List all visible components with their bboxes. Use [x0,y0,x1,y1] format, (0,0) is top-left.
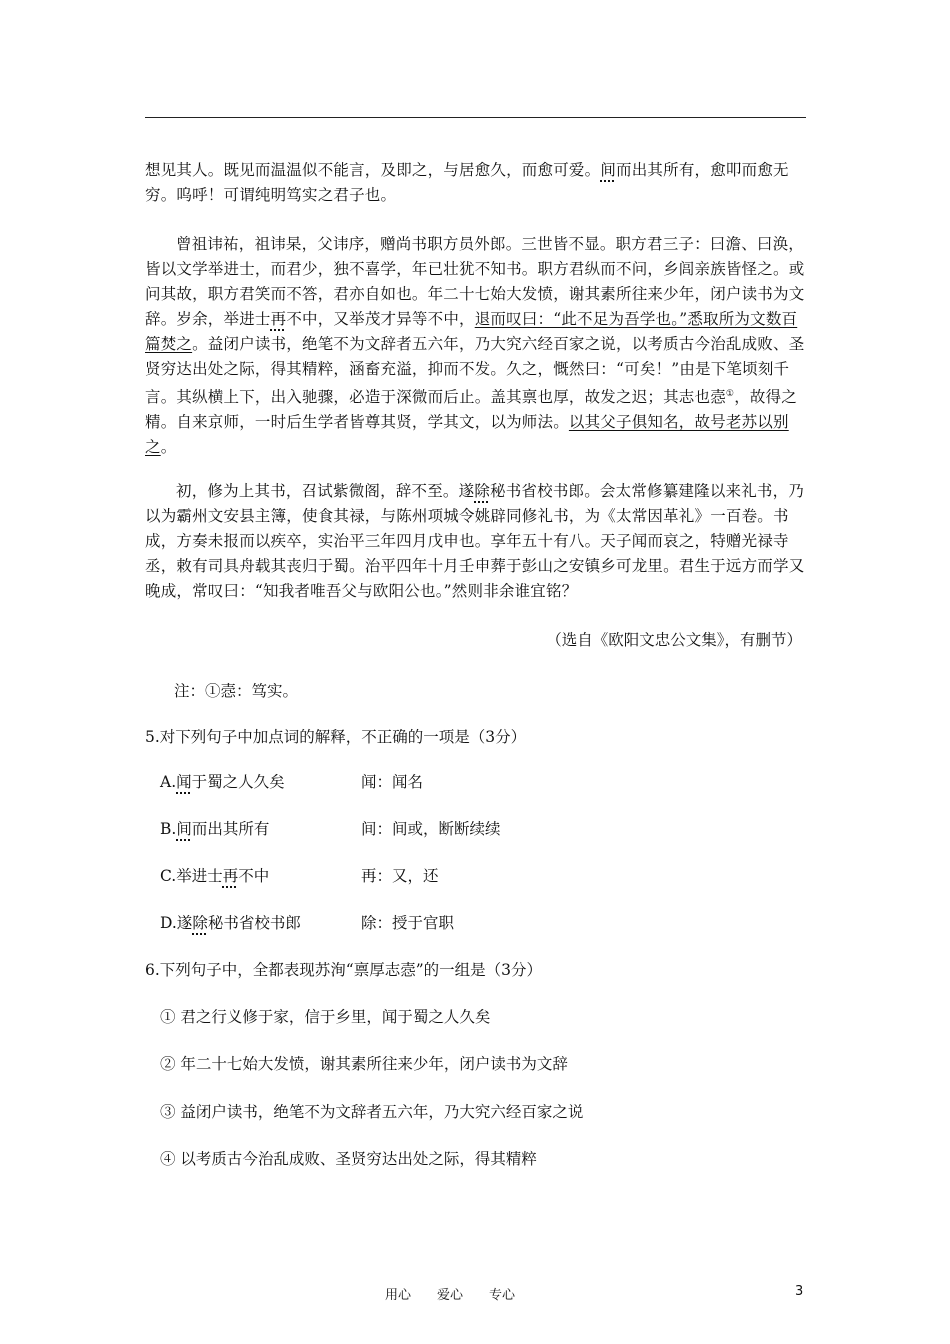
page-number: 3 [795,1284,804,1299]
passage-text: 想见其人。既见而温温似不能言，及即之，与居愈久，而愈可爱。 [145,161,601,179]
underlined-sentence: 以其父子俱知名，故号老苏以别之 [145,413,789,457]
q5-option-a-gloss: 闻：闻名 [361,773,424,791]
footnote-marker: ① [725,389,735,399]
q6-item-4: ④ 以考质古今治乱成败、圣贤穷达出处之际，得其精粹 [160,1150,537,1168]
passage-text: 不中，又举茂才异等不中， [286,310,475,328]
q5-option-a: A.闻于蜀之人久矣 [160,773,285,791]
q5-option-d-gloss: 除：授于官职 [361,914,455,932]
dotted-word: 再 [270,310,287,328]
page-footer [385,1284,541,1303]
question-6-stem: 6.下列句子中，全都表现苏洵“禀厚志悫”的一组是（3分） [145,961,543,979]
dotted-word: 再 [222,867,239,885]
passage-paragraph-2 [145,232,809,460]
footer-label: 专心 [489,1288,516,1303]
passage-text: 初，修为上其书，召试紫微阁，辞不至。遂 [176,482,475,500]
q5-option-b: B.间而出其所有 [160,820,270,838]
q6-item-2: ② 年二十七始大发愤，谢其素所往来少年，闭户读书为文辞 [160,1055,568,1073]
dotted-word: 间 [600,161,617,179]
q5-option-c-gloss: 再：又，还 [361,867,439,885]
footer-label: 爱心 [437,1288,464,1303]
footnote: 注：①悫：笃实。 [174,682,299,700]
q6-item-3: ③ 益闭户读书，绝笔不为文辞者五六年，乃大究六经百家之说 [160,1103,584,1121]
question-5-stem: 5.对下列句子中加点词的解释，不正确的一项是（3分） [145,728,527,746]
passage-paragraph-3 [145,479,809,604]
source-citation: （选自《欧阳文忠公文集》，有删节） [546,631,802,649]
dotted-word: 间 [176,820,192,838]
q5-option-b-gloss: 间：间或，断断续续 [361,820,501,838]
passage-text: 秘书省校书郎。会太常修纂建隆以来礼书，乃以为霸州文安县主簿，使食其禄，与陈州项城令姚辟同修礼书，为《太常因革礼》一百卷。书成，方奏未报而以疾卒，实治平三年四月戊申也。享年五十有八。天子闻而哀之，特赠光禄寺丞，敕有司具舟载其丧归于蜀。治平四年十月壬申葬于彭山之安镇乡可龙里。君生于远方而学又晚成，常叹曰：“知我者唯吾父与欧阳公也。”然则非余谁宜铭？ [145,482,805,600]
passage-text: 。益闭户读书，绝笔不为文辞者五六年，乃大究六经百家之说，以考质古今治乱成败、圣贤穷达出处之际，得其精粹，涵畜充溢，抑而不发。久之，慨然曰：“可矣！”由是下笔顷刻千言。其纵横上下，出入驰骤，必造于深微而后止。盖其禀也厚，故发之迟；其志也悫 [145,335,805,407]
dotted-word: 除 [474,482,491,500]
underlined-sentence: 退而叹曰：“此不足为吾学也。”悉取所为文数百篇焚之 [145,310,798,353]
passage-text: ，故得之精。自来京师，一时后生学者皆尊其贤，学其文，以为师法。 [145,388,797,432]
header-rule [145,117,806,118]
passage-text: 而出其所有，愈叩而愈无穷。呜呼！可谓纯明笃实之君子也。 [145,161,789,204]
q6-item-1: ① 君之行义修于家，信于乡里，闻于蜀之人久矣 [160,1008,491,1026]
passage-text: 曾祖讳祐，祖讳杲，父讳序，赠尚书职方员外郎。三世皆不显。职方君三子：曰澹、曰涣，皆以文学举进士，而君少，独不喜学，年已壮犹不知书。职方君纵而不问，乡闾亲族皆怪之。或问其故，职方君笑而不答，君亦自如也。年二十七始大发愤，谢其素所往来少年，闭户读书为文辞。岁余，举进士 [145,235,805,328]
passage-paragraph-1 [145,158,809,208]
passage-text: 。 [160,438,177,457]
q5-option-d: D.遂除秘书省校书郎 [160,914,301,932]
footer-label: 用心 [385,1288,412,1303]
dotted-word: 闻 [176,773,192,791]
q5-option-c: C.举进士再不中 [160,867,270,885]
dotted-word: 除 [192,914,208,932]
